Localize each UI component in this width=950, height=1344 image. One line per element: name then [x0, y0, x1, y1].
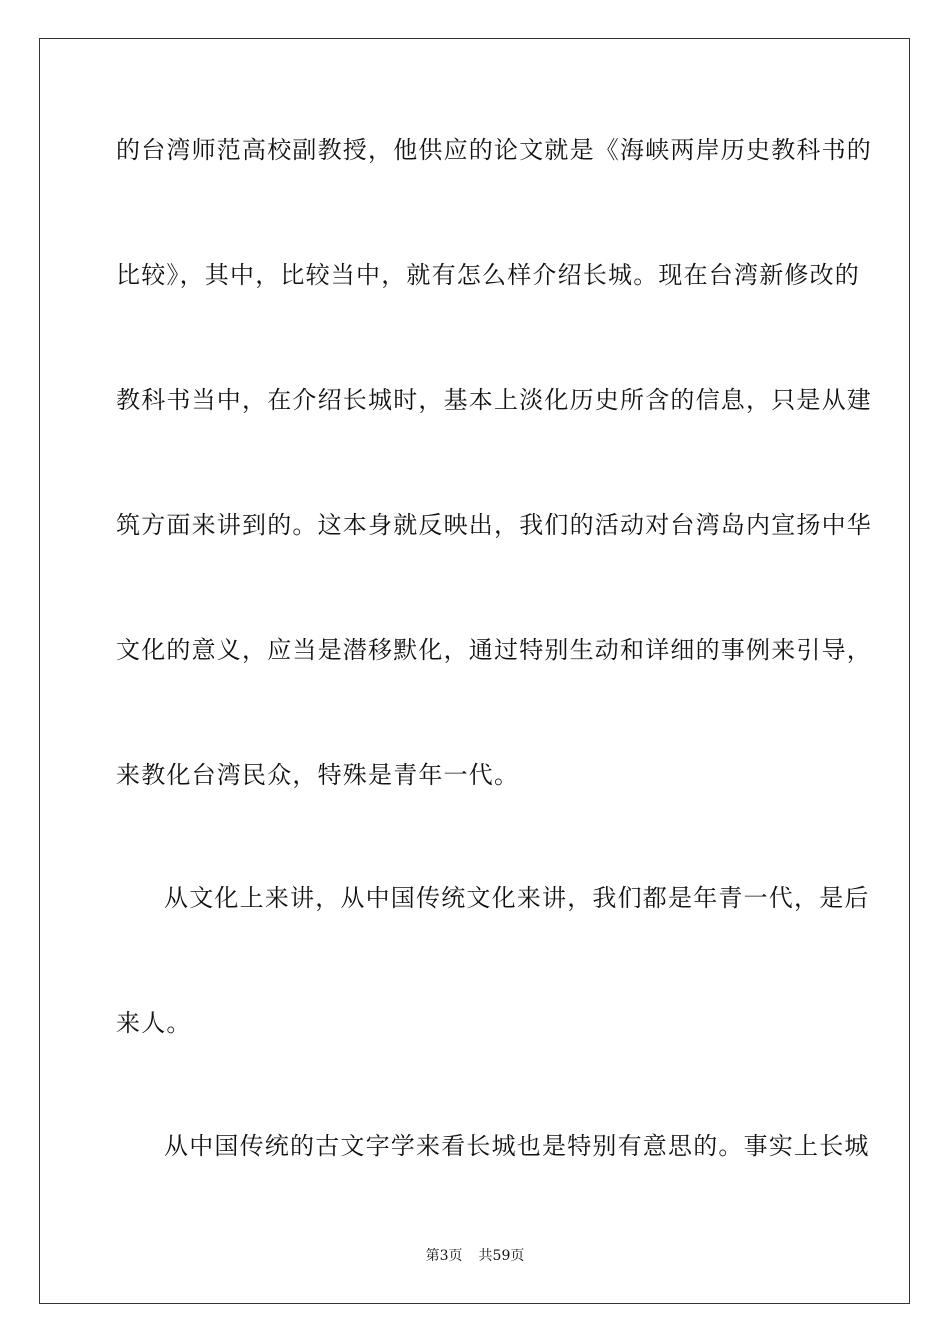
paragraph-first-line: 从文化上来讲，从中国传统文化来讲，我们都是年青一代，是后	[164, 884, 870, 912]
paragraph-first-line: 从中国传统的古文字学来看长城也是特别有意思的。事实上长城	[164, 1132, 870, 1160]
body-text-line: 比较》，其中，比较当中，就有怎么样介绍长城。现在台湾新修改的	[116, 261, 860, 289]
page-footer	[0, 1247, 950, 1265]
total-pages: 共59页	[478, 1248, 525, 1264]
page-number: 第3页	[425, 1248, 463, 1264]
body-text-line: 教科书当中，在介绍长城时，基本上淡化历史所含的信息，只是从建	[116, 386, 872, 414]
body-text-line: 来教化台湾民众，特殊是青年一代。	[116, 761, 520, 789]
page-border	[39, 38, 910, 1304]
body-text-line: 的台湾师范高校副教授，他供应的论文就是《海峡两岸历史教科书的	[116, 136, 872, 164]
body-text-line: 筑方面来讲到的。这本身就反映出，我们的活动对台湾岛内宣扬中华	[116, 511, 872, 539]
body-text-line: 文化的意义，应当是潜移默化，通过特别生动和详细的事例来引导，	[116, 636, 872, 664]
body-text-line: 来人。	[116, 1009, 192, 1037]
